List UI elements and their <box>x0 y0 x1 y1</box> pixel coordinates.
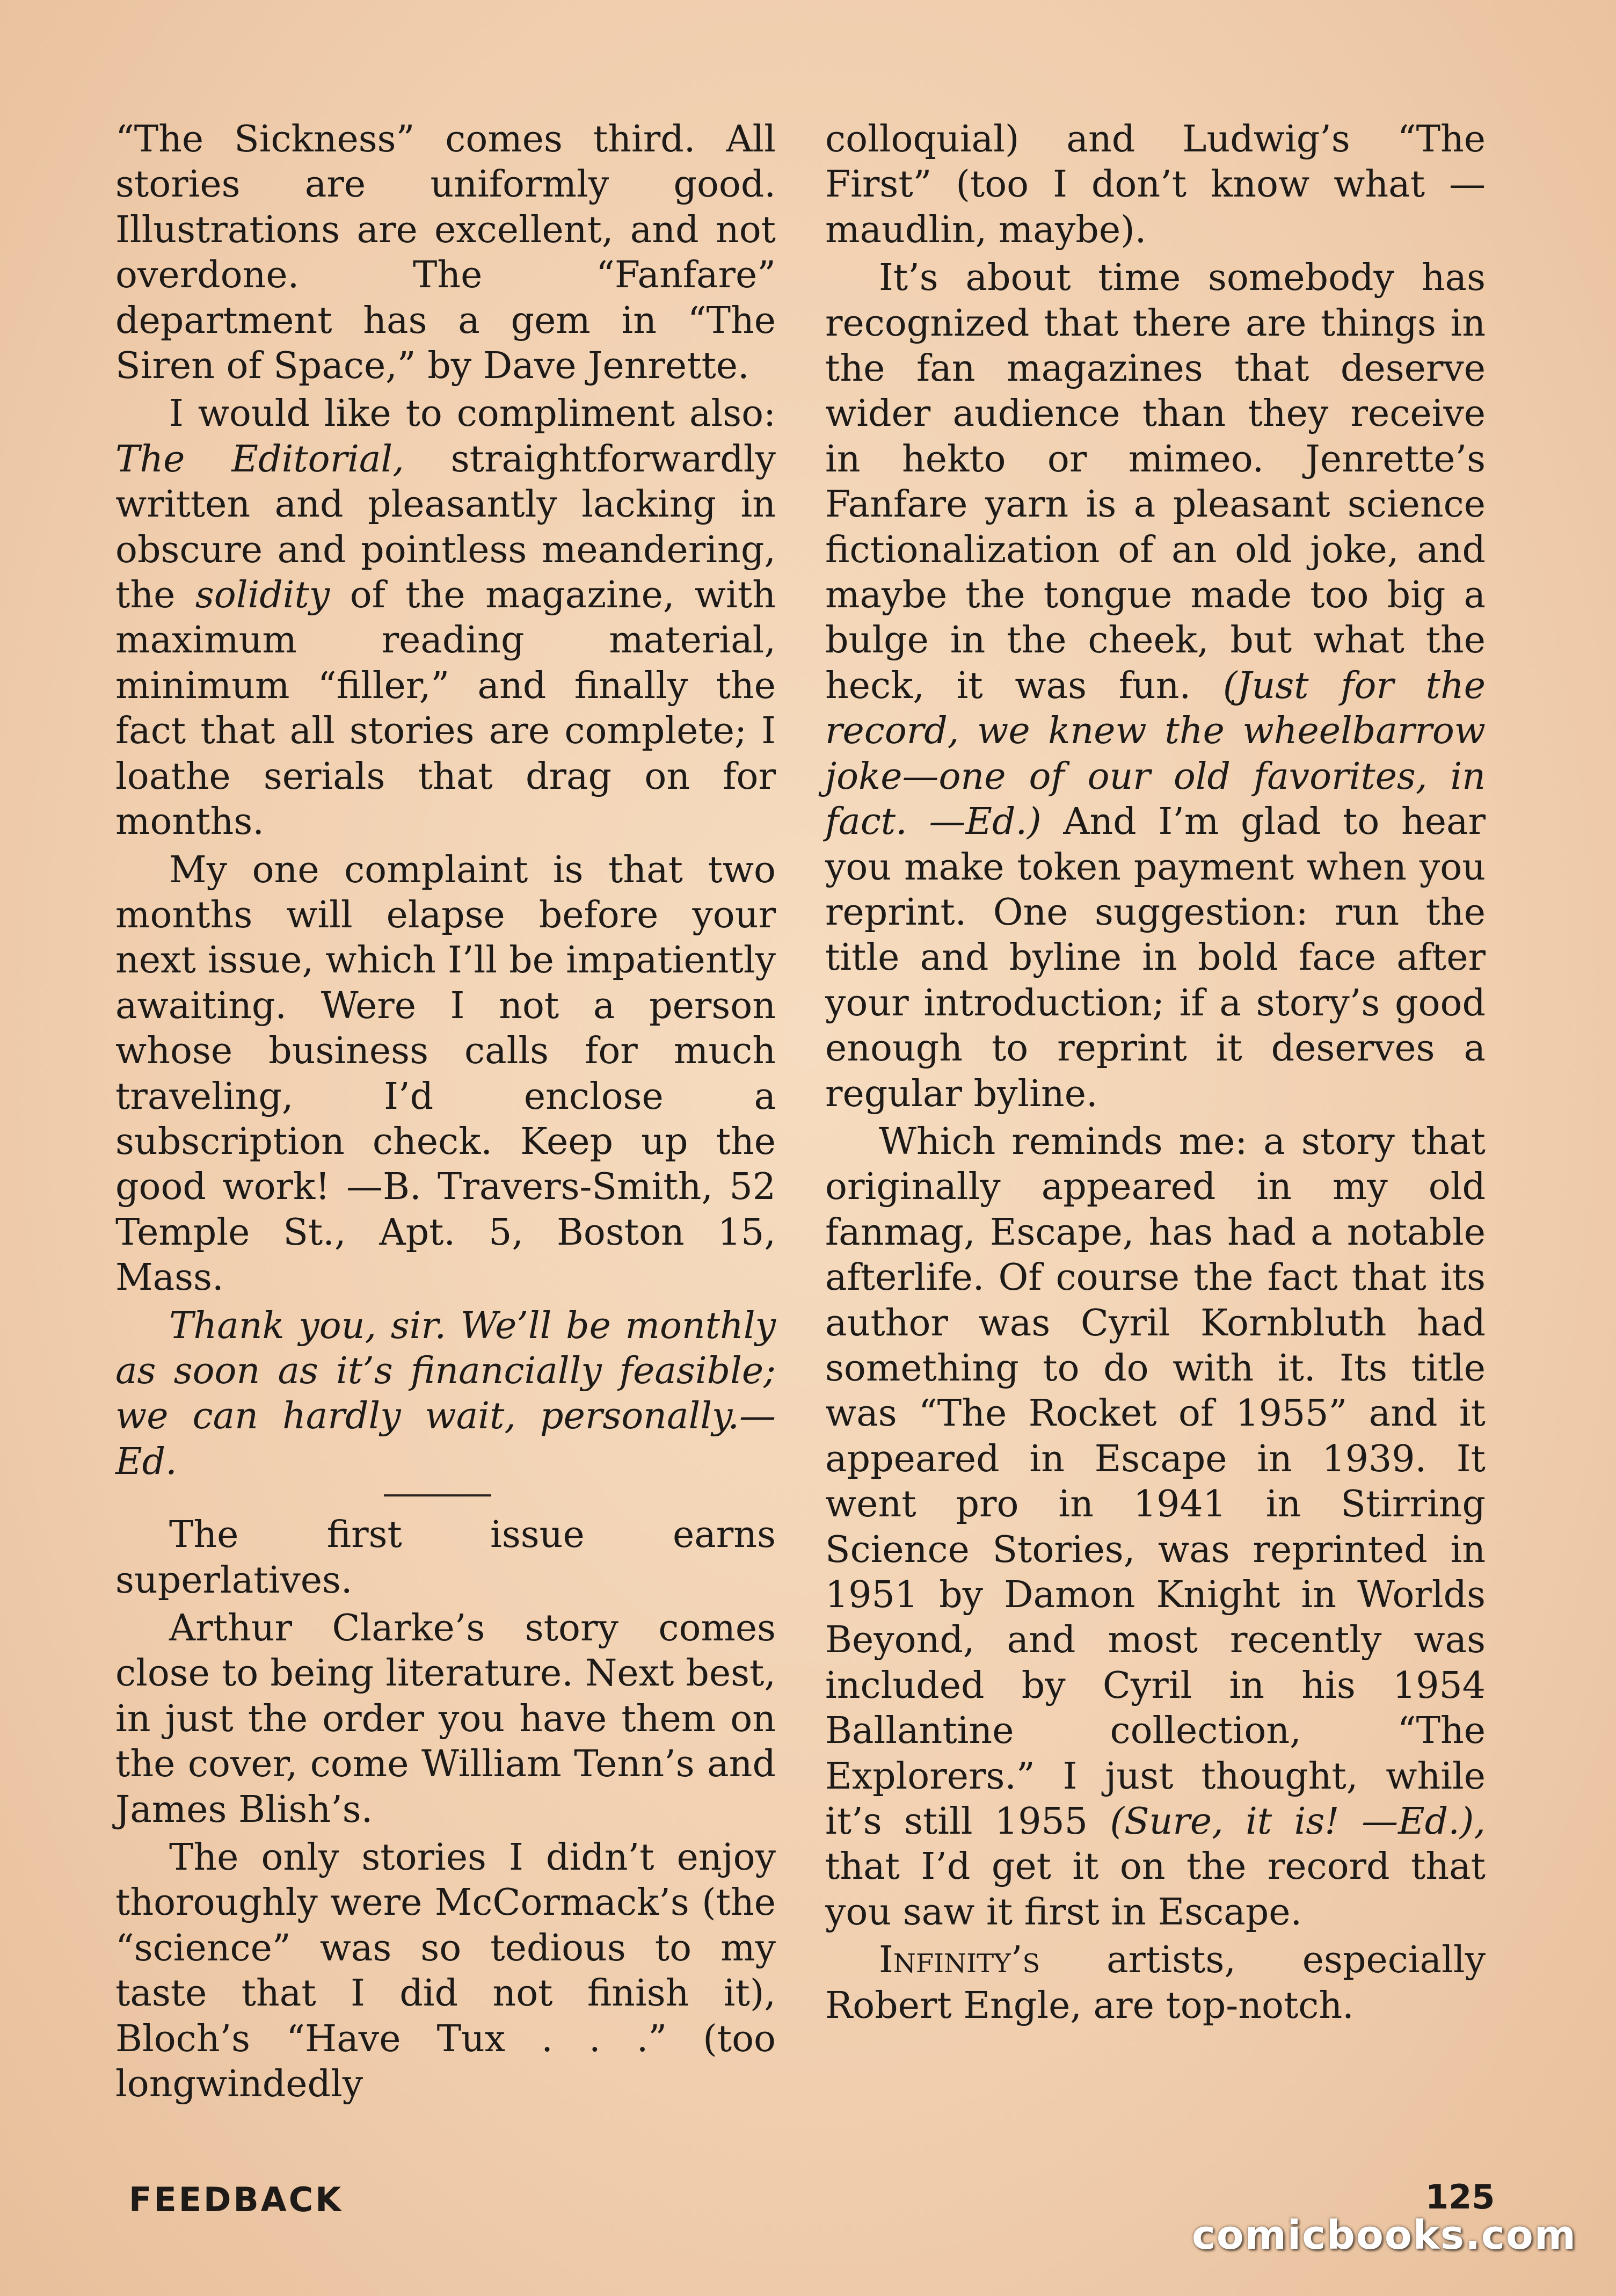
section-divider <box>384 1494 491 1496</box>
page-number: 125 <box>1425 2177 1495 2217</box>
watermark: comicbooks.com <box>1192 2212 1577 2258</box>
text-span: Which reminds me: a story that originally appeared in my old fanmag, Escape, has had a notable afterlife. Of course the fact that its author was Cyril Kornbluth had something to do with it. Its title was “The Rocket of 1955” and it appeared in Escape in 1939. It went pro in 1941 in Stirring Science Stories, was reprinted in 1951 by Damon Knight in Worlds Beyond, and most recently was included by Cyril in his 1954 Ballantine collection, “The Explorers.” I just thought, while it’s still 1955 <box>825 1120 1486 1843</box>
paragraph: colloquial) and Ludwig’s “The First” (too I don’t know what —maudlin, maybe). <box>825 118 1486 251</box>
italic-editor-note: (Sure, it is! —Ed.), <box>1110 1800 1486 1843</box>
small-caps-title: Infinity’s <box>879 1939 1040 1982</box>
italic-word: solidity <box>195 574 330 617</box>
text-span: straightforwardly written and pleasantly lacking in obscure and pointless meandering, the <box>115 438 776 617</box>
text-span: artists, especially Robert Engle, are top-notch. <box>825 1939 1486 2027</box>
text-span: I would like to compliment also: <box>169 393 776 435</box>
right-column <box>825 117 1486 2031</box>
text-span: And I’m glad to hear you make token payment when you reprint. One suggestion: run the title and byline in bold face after your introduction; if a story’s good enough to reprint it deserves a regular byline. <box>825 801 1486 1115</box>
italic-editor-note: (Just for the record, we knew the wheelbarrow joke—one of our old favorites, in fact. —Ed.) <box>825 664 1486 844</box>
text-span: It’s about time somebody has recognized that there are things in the fan magazines that deserve wider audience than they receive in hekto or mimeo. Jenrette’s Fanfare yarn is a pleasant science fictionalization of an old joke, and maybe the tongue made too big a bulge in the cheek, but what the heck, it was fun. <box>825 257 1486 707</box>
editor-reply <box>115 1304 776 1485</box>
text-span: that I’d get it on the record that you saw it first in Escape. <box>825 1845 1486 1934</box>
paragraph: The only stories I didn’t enjoy thoroughly were McCormack’s (the “science” was so tedious to my taste that I did not finish it), Bloch’s “Have Tux . . .” (too longwindedly <box>115 1836 776 2106</box>
italic-reply: Thank you, sir. We’ll be monthly as soon as it’s financially feasible; we can hardly wait, personally.—Ed. <box>115 1304 776 1483</box>
paragraph: My one complaint is that two months will elapse before your next issue, which I’ll be impatiently awaiting. Were I not a person whose business calls for much traveling, I’d enclose a subscription check. Keep up the good work! —B. Travers-Smith, 52 Temple St., Apt. 5, Boston 15, Mass. <box>115 848 776 1299</box>
paragraph: Arthur Clarke’s story comes close to being literature. Next best, in just the order you have them on the cover, come William Tenn’s and James Blish’s. <box>115 1607 776 1831</box>
paragraph <box>825 256 1486 1117</box>
paragraph <box>825 1938 1486 2029</box>
paragraph: “The Sickness” comes third. All stories are uniformly good. Illustrations are excellent, and not overdone. The “Fanfare” department has a gem in “The Siren of Space,” by Dave Jenrette. <box>115 118 776 388</box>
italic-title: The Editorial, <box>115 438 404 481</box>
paragraph <box>825 1120 1486 1935</box>
text-span: of the magazine, with maximum reading material, minimum “filler,” and finally the fact that all stories are complete; I loathe serials that drag on for months. <box>115 574 776 844</box>
paragraph: The first issue earns superlatives. <box>115 1514 776 1602</box>
paragraph <box>115 391 776 845</box>
left-column <box>115 117 776 2110</box>
section-label: FEEDBACK <box>129 2180 344 2219</box>
